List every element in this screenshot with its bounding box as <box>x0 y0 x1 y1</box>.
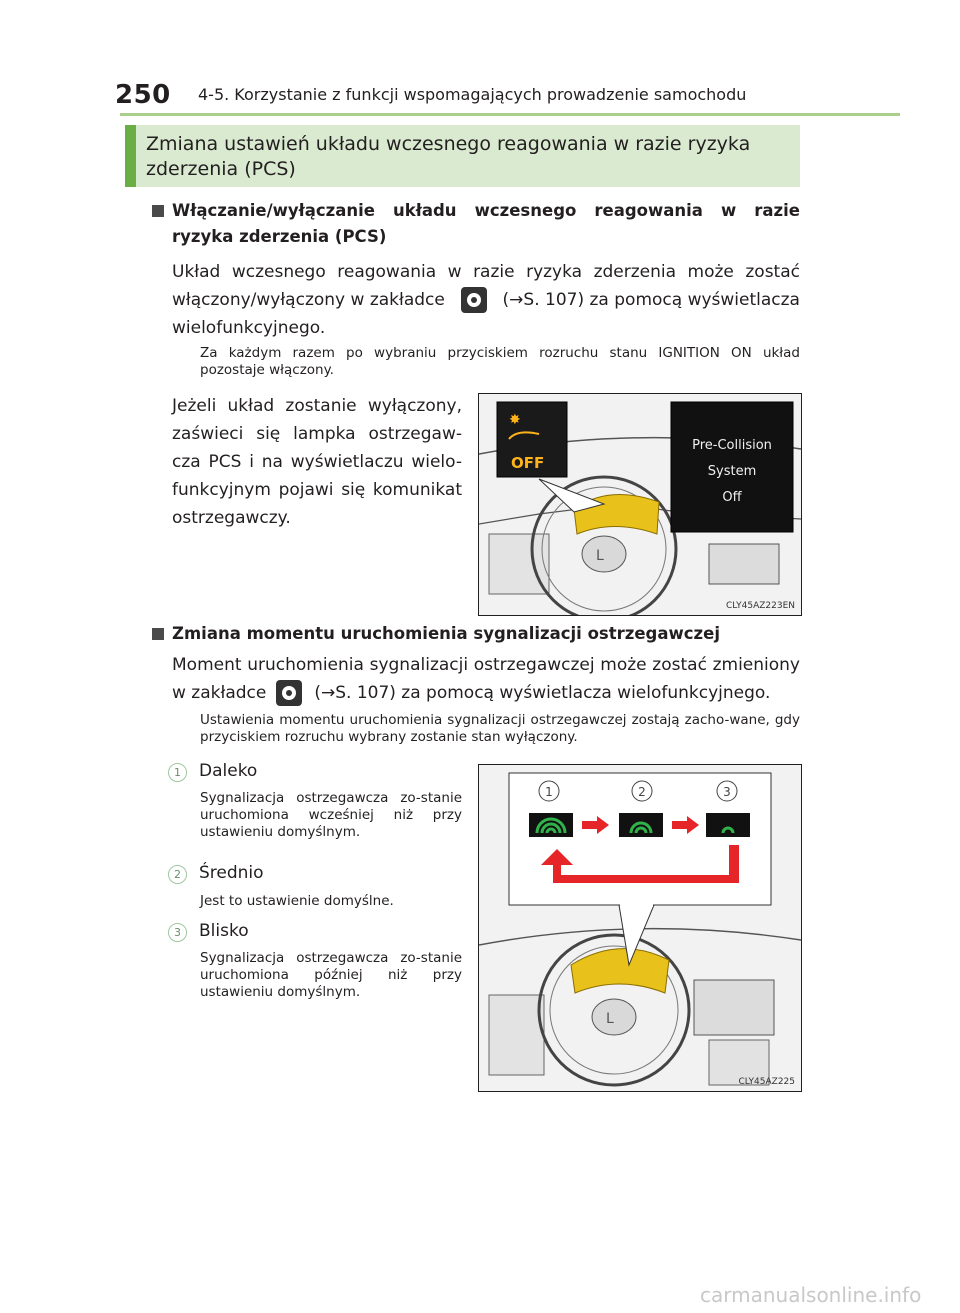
bullet-square-icon <box>152 628 164 640</box>
option-number: 2 <box>168 865 187 884</box>
section2-heading: Zmiana momentu uruchomienia sygnalizacji ostrzegawczej <box>172 624 720 643</box>
section2-note: Ustawienia momentu uruchomienia sygnalizacji ostrzegawczej zostają zacho-wane, gdy przyciskiem rozruchu wybrany zostanie stan wyłączony. <box>200 712 800 745</box>
msg-line2: System <box>707 464 757 479</box>
watermark: carmanualsonline.info <box>700 1283 922 1307</box>
settings-tab-icon <box>276 680 302 706</box>
section-banner-accent <box>125 125 136 187</box>
msg-line1: Pre-Collision <box>692 438 772 453</box>
section2-para-line2-end: (→S. 107) za pomocą wyświetlacza wielofunkcyjnego. <box>314 683 771 703</box>
option-description: Jest to ustawienie domyślne. <box>200 893 394 909</box>
figure-pcs-off-drawing <box>479 394 801 615</box>
figure1-code: CLY45AZ223EN <box>726 601 795 611</box>
option-title: Blisko <box>199 921 249 941</box>
chapter-title: 4-5. Korzystanie z funkcji wspomagających prowadzenie samochodu <box>198 85 747 104</box>
fig2-num1: 1 <box>545 785 553 799</box>
fig2-num3: 3 <box>723 785 731 799</box>
settings-tab-icon <box>461 287 487 313</box>
option-number: 3 <box>168 923 187 942</box>
option-number: 1 <box>168 763 187 782</box>
option-description: Sygnalizacja ostrzegawcza zo-stanie uruchomiona wcześniej niż przy ustawieniu domyślnym. <box>200 790 462 840</box>
section2-paragraph <box>172 651 800 707</box>
figure-warning-timing <box>478 764 802 1092</box>
section2-para-line1: Moment uruchomienia sygnalizacji ostrzegawczej może zostać zmieniony <box>172 655 800 675</box>
section1-para-line1: Układ wczesnego reagowania w razie ryzyka zderzenia może zostać <box>172 262 800 282</box>
section1-para-line3: wielofunkcyjnego. <box>172 318 326 338</box>
section2-para-line2 <box>172 679 800 707</box>
section1-paragraph <box>172 258 800 342</box>
section1-side-text: Jeżeli układ zostanie wyłączony, zaświeci się lampka ostrzegaw-cza PCS i na wyświetlaczu wielo-funkcyjnym pojawi się komunikat ostrzegawczy. <box>172 396 462 528</box>
section1-heading: Włączanie/wyłączanie układu wczesnego reagowania w razie ryzyka zderzenia (PCS) <box>172 201 800 246</box>
page-number: 250 <box>115 80 171 110</box>
figure-warning-timing-drawing <box>479 765 801 1091</box>
section2-para-line2-start: w zakładce <box>172 683 267 703</box>
fig2-num2: 2 <box>638 785 646 799</box>
pcs-off-label: OFF <box>511 454 545 472</box>
section1-note: Za każdym razem po wybraniu przyciskiem rozruchu stanu IGNITION ON układ pozostaje włączony. <box>200 345 800 378</box>
msg-line3: Off <box>722 490 742 505</box>
section1-para-line2 <box>172 286 800 314</box>
section1-para-line2-end: (→S. 107) za pomocą wyświetlacza <box>502 290 800 310</box>
bullet-square-icon <box>152 205 164 217</box>
section1-para-line2-start: włączony/wyłączony w zakładce <box>172 290 445 310</box>
svg-text:✸: ✸ <box>509 412 521 428</box>
figure2-code: CLY45AZ225 <box>738 1077 795 1087</box>
option-title: Daleko <box>199 761 258 781</box>
option-description: Sygnalizacja ostrzegawcza zo-stanie uruchomiona później niż przy ustawieniu domyślnym. <box>200 950 462 1000</box>
section-banner-title: Zmiana ustawień układu wczesnego reagowania w razie ryzyka zderzenia (PCS) <box>146 133 751 180</box>
header-divider <box>120 113 900 116</box>
option-title: Średnio <box>199 863 264 883</box>
figure-pcs-off <box>478 393 802 616</box>
svg-text:L: L <box>606 1011 614 1027</box>
svg-text:L: L <box>596 548 604 564</box>
